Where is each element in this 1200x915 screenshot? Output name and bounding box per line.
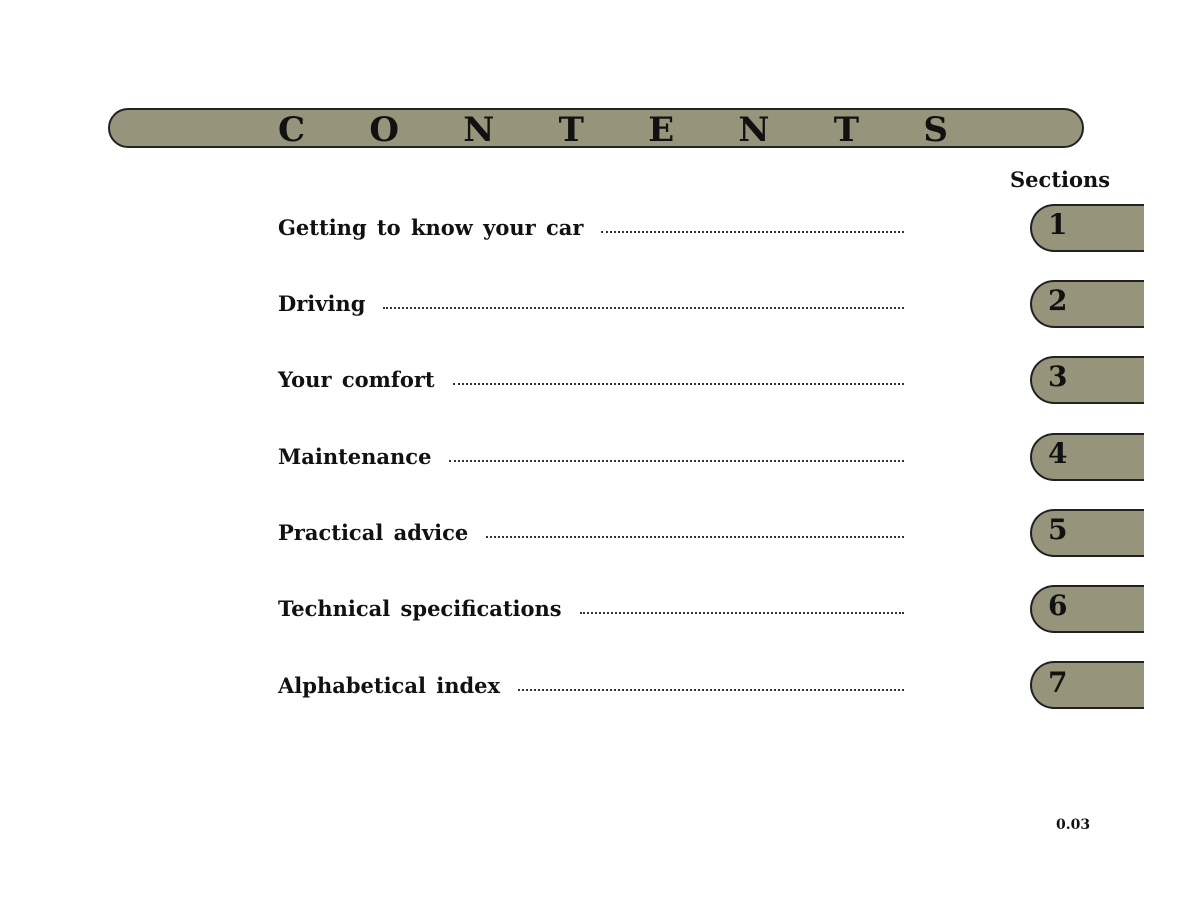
toc-entry-maintenance[interactable] <box>278 444 904 474</box>
toc-entry-label: Alphabetical index <box>278 673 501 698</box>
title-letter: N <box>738 110 770 150</box>
toc-entry-driving[interactable] <box>278 291 904 321</box>
title-letter: E <box>648 110 675 150</box>
leader-dots <box>486 535 904 538</box>
leader-dots <box>601 230 904 233</box>
section-tab-number: 1 <box>1048 208 1068 241</box>
section-tab-number: 2 <box>1048 284 1068 317</box>
leader-dots <box>453 382 904 385</box>
page-edge-mask <box>1144 200 1200 720</box>
leader-dots <box>449 459 904 462</box>
toc-entry-your-comfort[interactable] <box>278 367 904 397</box>
sections-label: Sections <box>1010 167 1111 192</box>
leader-dots <box>580 611 904 614</box>
toc-entry-label: Your comfort <box>278 367 435 392</box>
toc-entry-alphabetical-index[interactable] <box>278 673 904 703</box>
title-letter: T <box>558 110 584 150</box>
toc-entry-label: Practical advice <box>278 520 469 545</box>
toc-entry-label: Getting to know your car <box>278 215 584 240</box>
section-tab-number: 6 <box>1048 589 1068 622</box>
section-tab-number: 4 <box>1048 437 1068 470</box>
toc-entry-label: Technical specifications <box>278 596 562 621</box>
toc-entry-practical-advice[interactable] <box>278 520 904 550</box>
leader-dots <box>518 688 904 691</box>
page-title <box>278 108 948 152</box>
section-tab-number: 5 <box>1048 513 1068 546</box>
toc-entry-label: Maintenance <box>278 444 432 469</box>
toc-entry-label: Driving <box>278 291 366 316</box>
section-tab-number: 3 <box>1048 360 1068 393</box>
section-tab-number: 7 <box>1048 666 1068 699</box>
title-letter: O <box>369 110 399 150</box>
title-letter: S <box>923 110 948 150</box>
leader-dots <box>383 306 904 309</box>
toc-entry-technical-specifications[interactable] <box>278 596 904 626</box>
title-letter: N <box>463 110 495 150</box>
page-number: 0.03 <box>1056 817 1091 833</box>
title-letter: C <box>278 110 306 150</box>
title-letter: T <box>833 110 860 150</box>
toc-entry-getting-to-know[interactable] <box>278 215 904 245</box>
